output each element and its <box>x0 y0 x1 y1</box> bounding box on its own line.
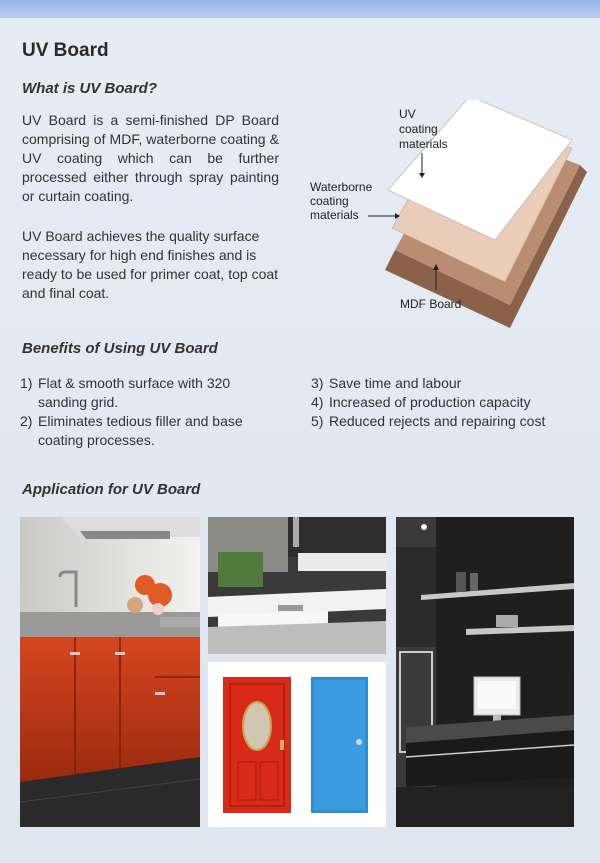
kitchen-photo-white <box>208 517 386 654</box>
benefit-text: Reduced rejects and repairing cost <box>329 413 546 429</box>
application-heading: Application for UV Board <box>22 481 201 498</box>
waterborne-label-line-1: Waterborne <box>310 180 373 194</box>
benefit-number: 5) <box>311 413 324 429</box>
benefit-text: Flat & smooth surface with 320 sanding grid. <box>38 375 231 410</box>
mdf-label: MDF Board <box>400 297 462 311</box>
benefit-number: 1) <box>20 375 33 391</box>
shelf-photo-dark <box>396 517 574 827</box>
benefits-list-left <box>20 374 280 450</box>
benefit-number: 4) <box>311 394 324 410</box>
benefit-text: Eliminates tedious filler and base coating processes. <box>38 413 243 448</box>
benefit-item <box>20 374 280 412</box>
what-is-paragraph-2: UV Board achieves the quality surface necessary for high end finishes and is ready to be used for primer coat, top coat and final coat. <box>22 228 279 301</box>
benefits-heading: Benefits of Using UV Board <box>22 340 218 357</box>
waterborne-label-line-3: materials <box>310 208 359 222</box>
benefit-text: Save time and labour <box>329 375 462 391</box>
benefit-item <box>311 374 591 393</box>
benefit-item <box>311 412 591 431</box>
uv-label <box>399 107 448 151</box>
waterborne-label <box>310 180 376 222</box>
benefit-text: Increased of production capacity <box>329 394 531 410</box>
waterborne-label-line-2: coating <box>310 194 349 208</box>
kitchen-photo-orange <box>20 517 200 827</box>
what-is-paragraph-1: UV Board is a semi-finished DP Board comprising of MDF, waterborne coating & UV coating which can be further processed either through spray painting or curtain coating. <box>22 112 279 204</box>
benefits-list-right <box>311 374 591 431</box>
benefit-number: 3) <box>311 375 324 391</box>
uv-label-line-1: UV <box>399 107 416 121</box>
uv-label-line-3: materials <box>399 137 448 151</box>
uv-label-line-2: coating <box>399 122 438 136</box>
uv-board-layer-diagram <box>300 100 590 330</box>
page-title: UV Board <box>22 40 109 61</box>
benefit-number: 2) <box>20 413 33 429</box>
what-is-heading: What is UV Board? <box>22 80 158 97</box>
benefit-item <box>20 412 280 450</box>
benefit-item <box>311 393 591 412</box>
doors-photo <box>208 662 386 827</box>
top-color-band <box>0 0 600 18</box>
